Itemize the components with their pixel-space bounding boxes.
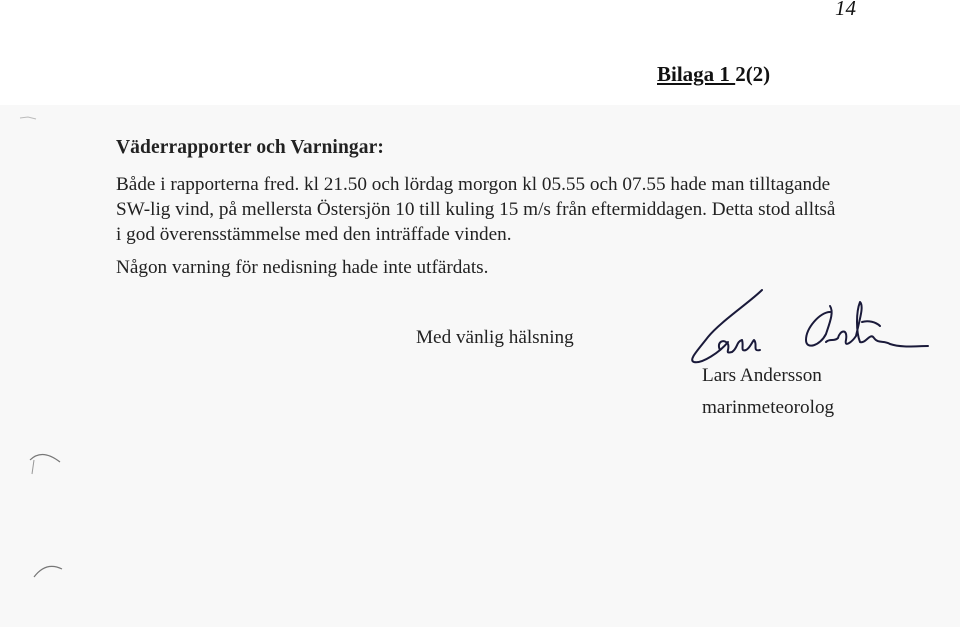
closing-greeting: Med vänlig hälsning bbox=[416, 327, 574, 348]
body-line: Någon varning för nedisning hade inte utfärdats. bbox=[116, 257, 489, 278]
section-heading: Väderrapporter och Varningar: bbox=[116, 137, 384, 158]
scan-speck bbox=[18, 112, 38, 122]
punch-hole-mark-upper bbox=[22, 440, 67, 480]
appendix-label-text: Bilaga 1 bbox=[657, 62, 736, 86]
signer-name: Lars Andersson bbox=[702, 365, 822, 386]
page-number: 14 bbox=[835, 0, 856, 20]
body-line: Både i rapporterna fred. kl 21.50 och lördag morgon kl 05.55 och 07.55 hade man tilltagande bbox=[116, 174, 831, 195]
punch-hole-mark-lower bbox=[28, 555, 68, 585]
body-line: i god överensstämmelse med den inträffade vinden. bbox=[116, 224, 512, 245]
appendix-label bbox=[657, 62, 770, 87]
handwritten-signature bbox=[680, 282, 930, 372]
appendix-part: 2(2) bbox=[735, 62, 771, 86]
body-line: SW-lig vind, på mellersta Östersjön 10 till kuling 15 m/s från eftermiddagen. Detta stod alltså bbox=[116, 199, 836, 220]
signer-title: marinmeteorolog bbox=[702, 397, 835, 418]
